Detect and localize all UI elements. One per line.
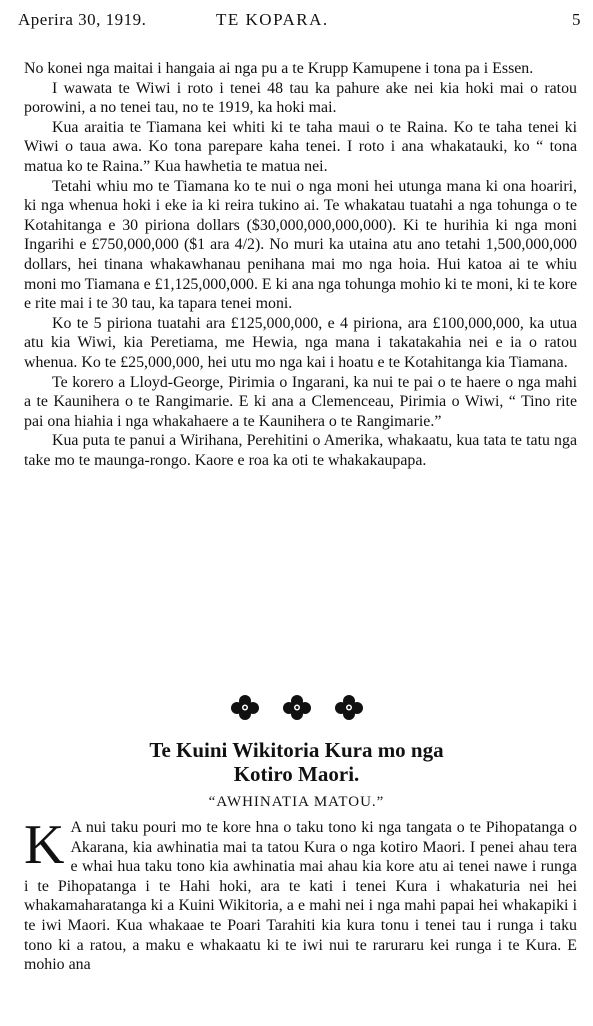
section-divider xyxy=(0,695,593,721)
paragraph: Kua araitia te Tiamana kei whiti ki te taha maui o te Raina. Ko te taha tenei ki Wiwi o taua awa. Ko tona parepare kaha tenei. I roto i ana whakatauki, ko “ tona matua ko te Raina.” Kua hawhetia te matua nei. xyxy=(24,118,577,175)
article-body xyxy=(24,814,577,975)
flower-ornament-icon xyxy=(334,695,364,721)
flower-ornament-icon xyxy=(230,695,260,721)
paragraph: Kua puta te panui a Wirihana, Perehitini o Amerika, whakaatu, kua tata te tatu nga take mo te maunga-rongo. Kaore e roa ka oti te whakakaupapa. xyxy=(24,432,577,469)
news-column xyxy=(24,59,577,470)
article-text: A nui taku pouri mo te kore hna o taku tono ki nga tangata o te Pihopatanga o Akarana, kia awhinatia mai ta tatou Kura o nga kotiro Maori. I penei ahau tera e whai hua taku tono kia awhinatia mai ahau kia kore atu ai tenei nawe i runga i te Pihopatanga i te Hahi hoki, ara te kati i tenei Kura i whakaturia nei hei whakamaharatanga ki a Kuini Wikitoria, a e mahi nei i nga mahi papai hei whakapiki i te iwi Maori. Kua whakaae te Poari Tarahiti kia kura tonu i tenei tau i runga i taku tono ki a ratou, a maku e whakaatu ki te iwi nui te raruraru kei runga i te Kura. E mohio ana xyxy=(24,819,577,974)
paragraph: Tetahi whiu mo te Tiamana ko te nui o nga moni hei utunga mana ki ona hoariri, ki nga whenua hoki i eke ia ki reira tukino ai. Te whakatau tuatahi a nga tohunga o te Kotahitanga e 30 piriona dollars ($30,000,000,000,000). Ki te hurihia ki nga moni Ingarihi e £750,000,000 ($1 ara 4/2). No muri ka utaina atu ano tetahi 1,500,000,000 dollars, hei tinana whakawhanau penihana mai mo nga hoia. Hui katoa ai te whiu moni mo Tiamana e £1,125,000,000. E ki ana nga tohunga mohio ki te moni, ki te kore e rite mai i te 30 tau, ka tapara tenei moni. xyxy=(24,177,578,313)
flower-ornament-icon xyxy=(282,695,312,721)
paragraph: Ko te 5 piriona tuatahi ara £125,000,000, e 4 piriona, ara £100,000,000, ka utua atu kia Wiwi, kia Peretiama, me Hewia, nga mana i takatakahia nei e ia o ratou whenua. Ko te £25,000,000, hei utu mo nga kai i hoatu e te Kotahitanga kia Tiamana. xyxy=(24,314,577,371)
paragraph: Te korero a Lloyd-George, Pirimia o Ingarani, ka nui te pai o te haere o nga mahi a te Kaunihera o te Rangimarie. E ki ana a Clemenceau, Pirimia o Wiwi, “ Tino rite pai ona hiahia i nga whakahaere a te Kaunihera o te Rangimarie.” xyxy=(24,373,577,430)
article-heading-line: Kotiro Maori. xyxy=(233,762,360,786)
page-header xyxy=(18,6,581,36)
article-heading xyxy=(0,738,593,786)
publication-title: TE KOPARA. xyxy=(216,10,329,29)
page-number: 5 xyxy=(572,10,581,29)
paragraph: No konei nga maitai i hangaia ai nga pu a te Krupp Kamupene i tona pa i Essen. xyxy=(24,60,534,77)
paragraph: I wawata te Wiwi i roto i tenei 48 tau ka pahure ake nei kia hoki mai o ratou porowini, a no tenei tau, no te 1919, ka hoki mai. xyxy=(24,79,577,117)
issue-date: Aperira 30, 1919. xyxy=(18,10,147,29)
article-heading-line: Te Kuini Wikitoria Kura mo nga xyxy=(149,738,444,762)
drop-cap: K xyxy=(24,814,65,876)
article-subheading: “AWHINATIA MATOU.” xyxy=(208,794,385,810)
